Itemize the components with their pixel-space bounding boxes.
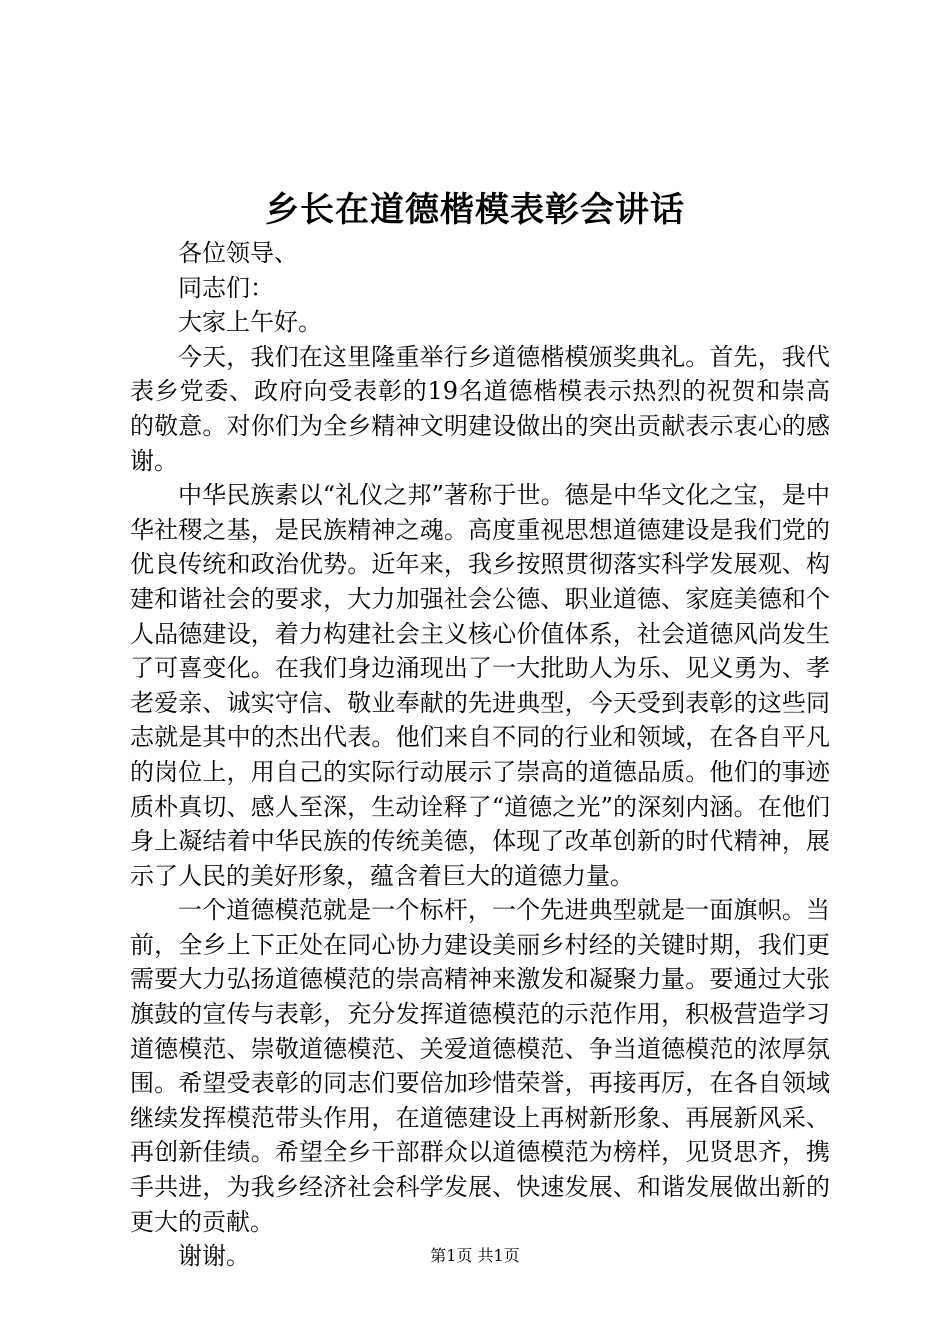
salutation-leaders: 各位领导、 — [178, 239, 298, 267]
page-footer: 第1页 共1页 — [430, 1246, 520, 1265]
greeting: 大家上午好。 — [178, 308, 322, 337]
paragraph-intro: 今天，我们在这里隆重举行乡道德楷模颁奖典礼。首先，我代表乡党委、政府向受表彰的19名道德楷模表示热烈的祝贺和崇高的敬意。对你们为全乡精神文明建设做出的突出贡献表示衷心的感谢。 — [130, 342, 830, 475]
salutation-comrades: 同志们： — [178, 273, 274, 302]
paragraph-call-to-action: 一个道德模范就是一个标杆，一个先进典型就是一面旗帜。当前，全乡上下正处在同心协力建设美丽乡村经的关键时期，我们更需要大力弘扬道德模范的崇高精神来激发和凝聚力量。要通过大张旗鼓的宣传与表彰，充分发挥道德模范的示范作用，积极营造学习道德模范、崇敬道德模范、关爱道德模范、争当道德模范的浓厚氛围。希望受表彰的同志们要倍加珍惜荣誉，再接再厉，在各自领域继续发挥模范带头作用，在道德建设上再树新形象、再展新风采、再创新佳绩。希望全乡干部群众以道德模范为榜样，见贤思齐，携手共进，为我乡经济社会科学发展、快速发展、和谐发展做出新的更大的贡献。 — [130, 896, 830, 1236]
closing-thanks: 谢谢。 — [178, 1242, 250, 1271]
document-body — [130, 236, 830, 1274]
paragraph-tradition: 中华民族素以“礼仪之邦”著称于世。德是中华文化之宝，是中华社稷之基，是民族精神之魂。高度重视思想道德建设是我们党的优良传统和政治优势。近年来，我乡按照贯彻落实科学发展观、构建和谐社会的要求，大力加强社会公德、职业道德、家庭美德和个人品德建设，着力构建社会主义核心价值体系，社会道德风尚发生了可喜变化。在我们身边涌现出了一大批助人为乐、见义勇为、孝老爱亲、诚实守信、敬业奉献的先进典型，今天受到表彰的这些同志就是其中的杰出代表。他们来自不同的行业和领域，在各自平凡的岗位上，用自己的实际行动展示了崇高的道德品质。他们的事迹质朴真切、感人至深，生动诠释了“道德之光”的深刻内涵。在他们身上凝结着中华民族的传统美德，体现了改革创新的时代精神，展示了人民的美好形象，蕴含着巨大的道德力量。 — [130, 481, 830, 890]
document-title: 乡长在道德楷模表彰会讲话 — [265, 190, 685, 230]
